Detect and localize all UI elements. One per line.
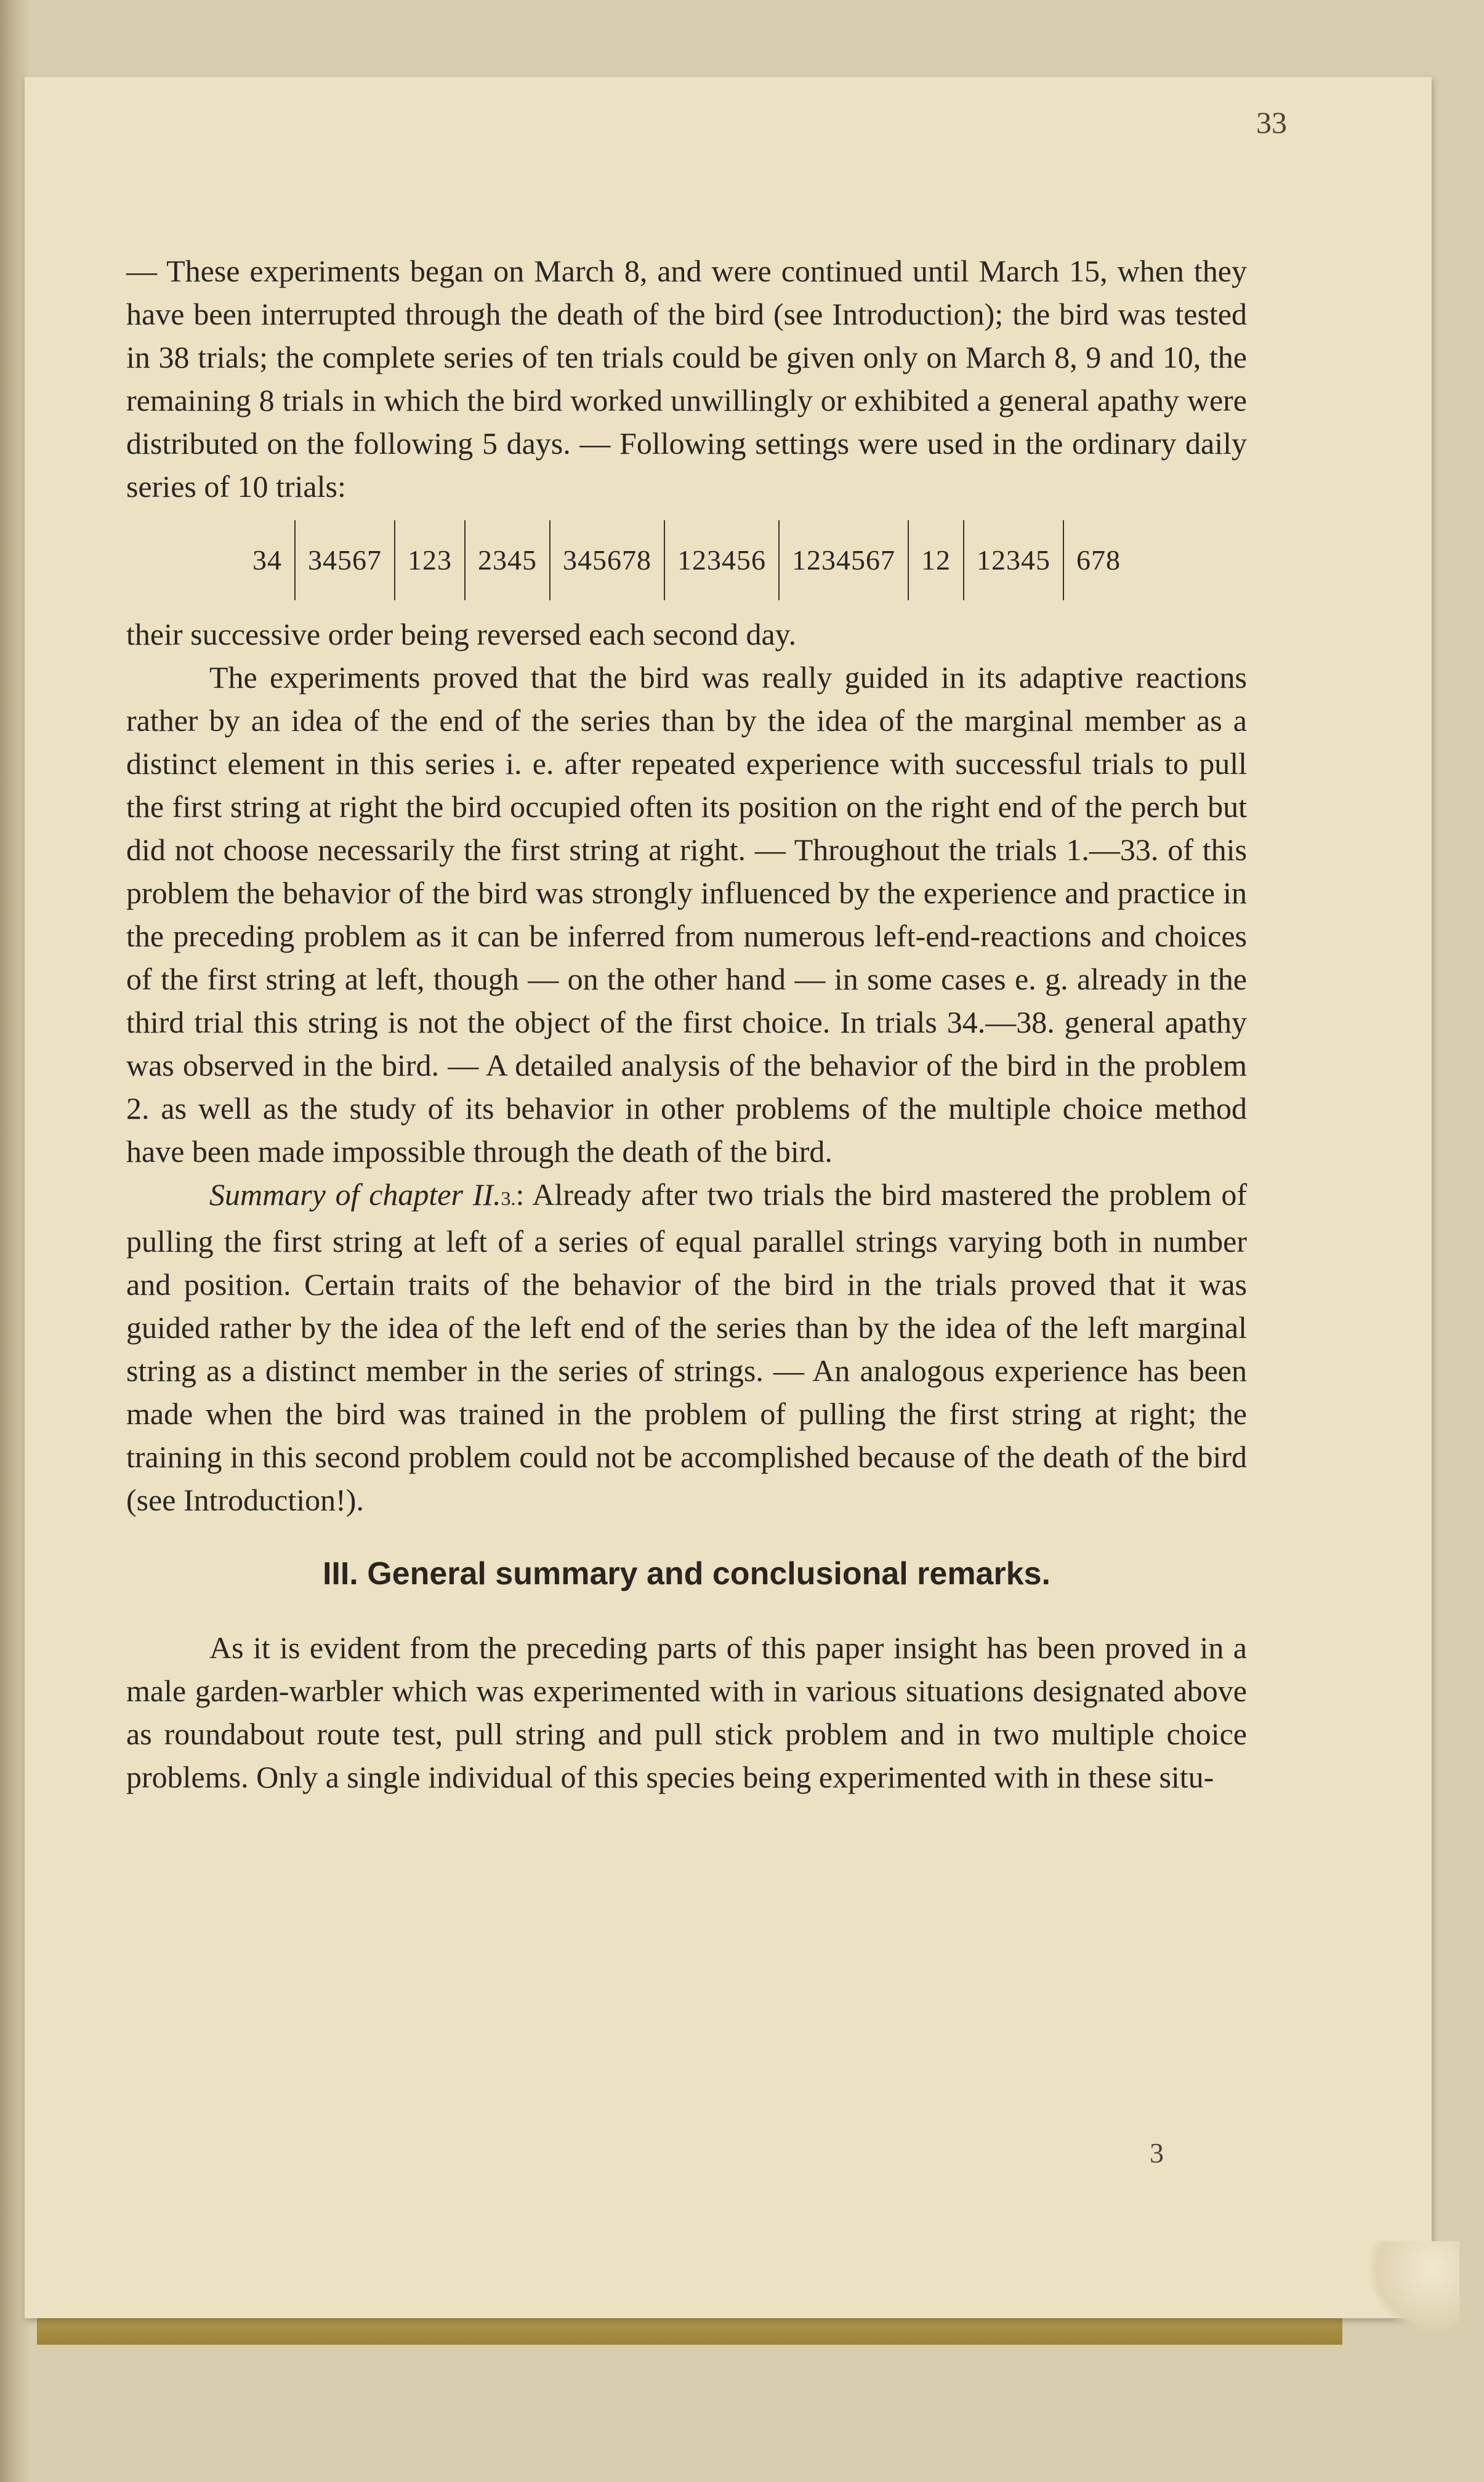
settings-cell: 678 [1063,520,1133,600]
summary-text: : Already after two trials the bird mastered the problem of pulling the first string at left of a series of equal parallel strings varying both in number and position. Certain traits of the behavior of the bird in the trials proved that it was guided rather by the idea of the left end of the series than by the idea of the left marginal string as a distinct member in the series of strings. — An analogous experience has been made when the bird was trained in the problem of pulling the first string at right; the training in this second problem could not be accomplished because of the death of the bird (see Introduction!). [126,1177,1247,1517]
page-number: 33 [1256,105,1287,140]
page-corner [1367,2241,1459,2334]
summary-label: Summary of chapter II. [209,1177,501,1212]
settings-cell: 123456 [664,520,778,600]
settings-cell: 2345 [464,520,549,600]
signature-mark: 3 [1150,2137,1164,2169]
summary-paragraph [126,1173,1247,1521]
paragraph-3: The experiments proved that the bird was really guided in its adaptive reactions rather by an idea of the end of the series than by the idea of the marginal member as a distinct element in this series i. e. after repeated experience with successful trials to pull the first string at right the bird occupied often its position on the right end of the perch but did not choose necessarily the first string at right. — Throughout the trials 1.—33. of this problem the behavior of the bird was strongly influenced by the experience and practice in the preceding problem as it can be inferred from numerous left-end-reactions and choices of the first string at left, though — on the other hand — in some cases e. g. already in the third trial this string is not the object of the first choice. In trials 34.—38. general apathy was observed in the bird. — A detailed analysis of the behavior of the bird in the problem 2. as well as the study of its behavior in other problems of the multiple choice method have been made impossible through the death of the bird. [126,660,1247,1169]
settings-cell: 12345 [963,520,1063,600]
settings-cell: 34 [252,544,282,576]
settings-cell: 34567 [294,520,394,600]
summary-sub: 3. [501,1187,516,1209]
body-text [126,249,1247,1799]
page-shadow [37,2315,1342,2345]
settings-cell: 1234567 [778,520,908,600]
paragraph-5: As it is evident from the preceding parts of this paper insight has been proved in a male garden-warbler which was experimented with in various situations designated above as roundabout route test, pull string and pull stick problem and in two multiple choice problems. Only a single individual of this species being experimented with in these situ- [126,1630,1247,1794]
paragraph-2: their successive order being reversed each second day. [126,617,796,651]
settings-cell: 123 [394,520,464,600]
section-heading: III. General summary and conclusional remarks. [322,1556,1051,1592]
settings-cell: 345678 [549,520,664,600]
paragraph-1: — These experiments began on March 8, and were continued until March 15, when they have been interrupted through the death of the bird (see Introduction); the bird was tested in 38 trials; the complete series of ten trials could be given only on March 8, 9 and 10, the remaining 8 trials in which the bird worked unwillingly or exhibited a general apathy were distributed on the following 5 days. — Following settings were used in the ordinary daily series of 10 trials: [126,254,1247,504]
settings-cell: 12 [908,520,963,600]
settings-table [126,520,1247,600]
